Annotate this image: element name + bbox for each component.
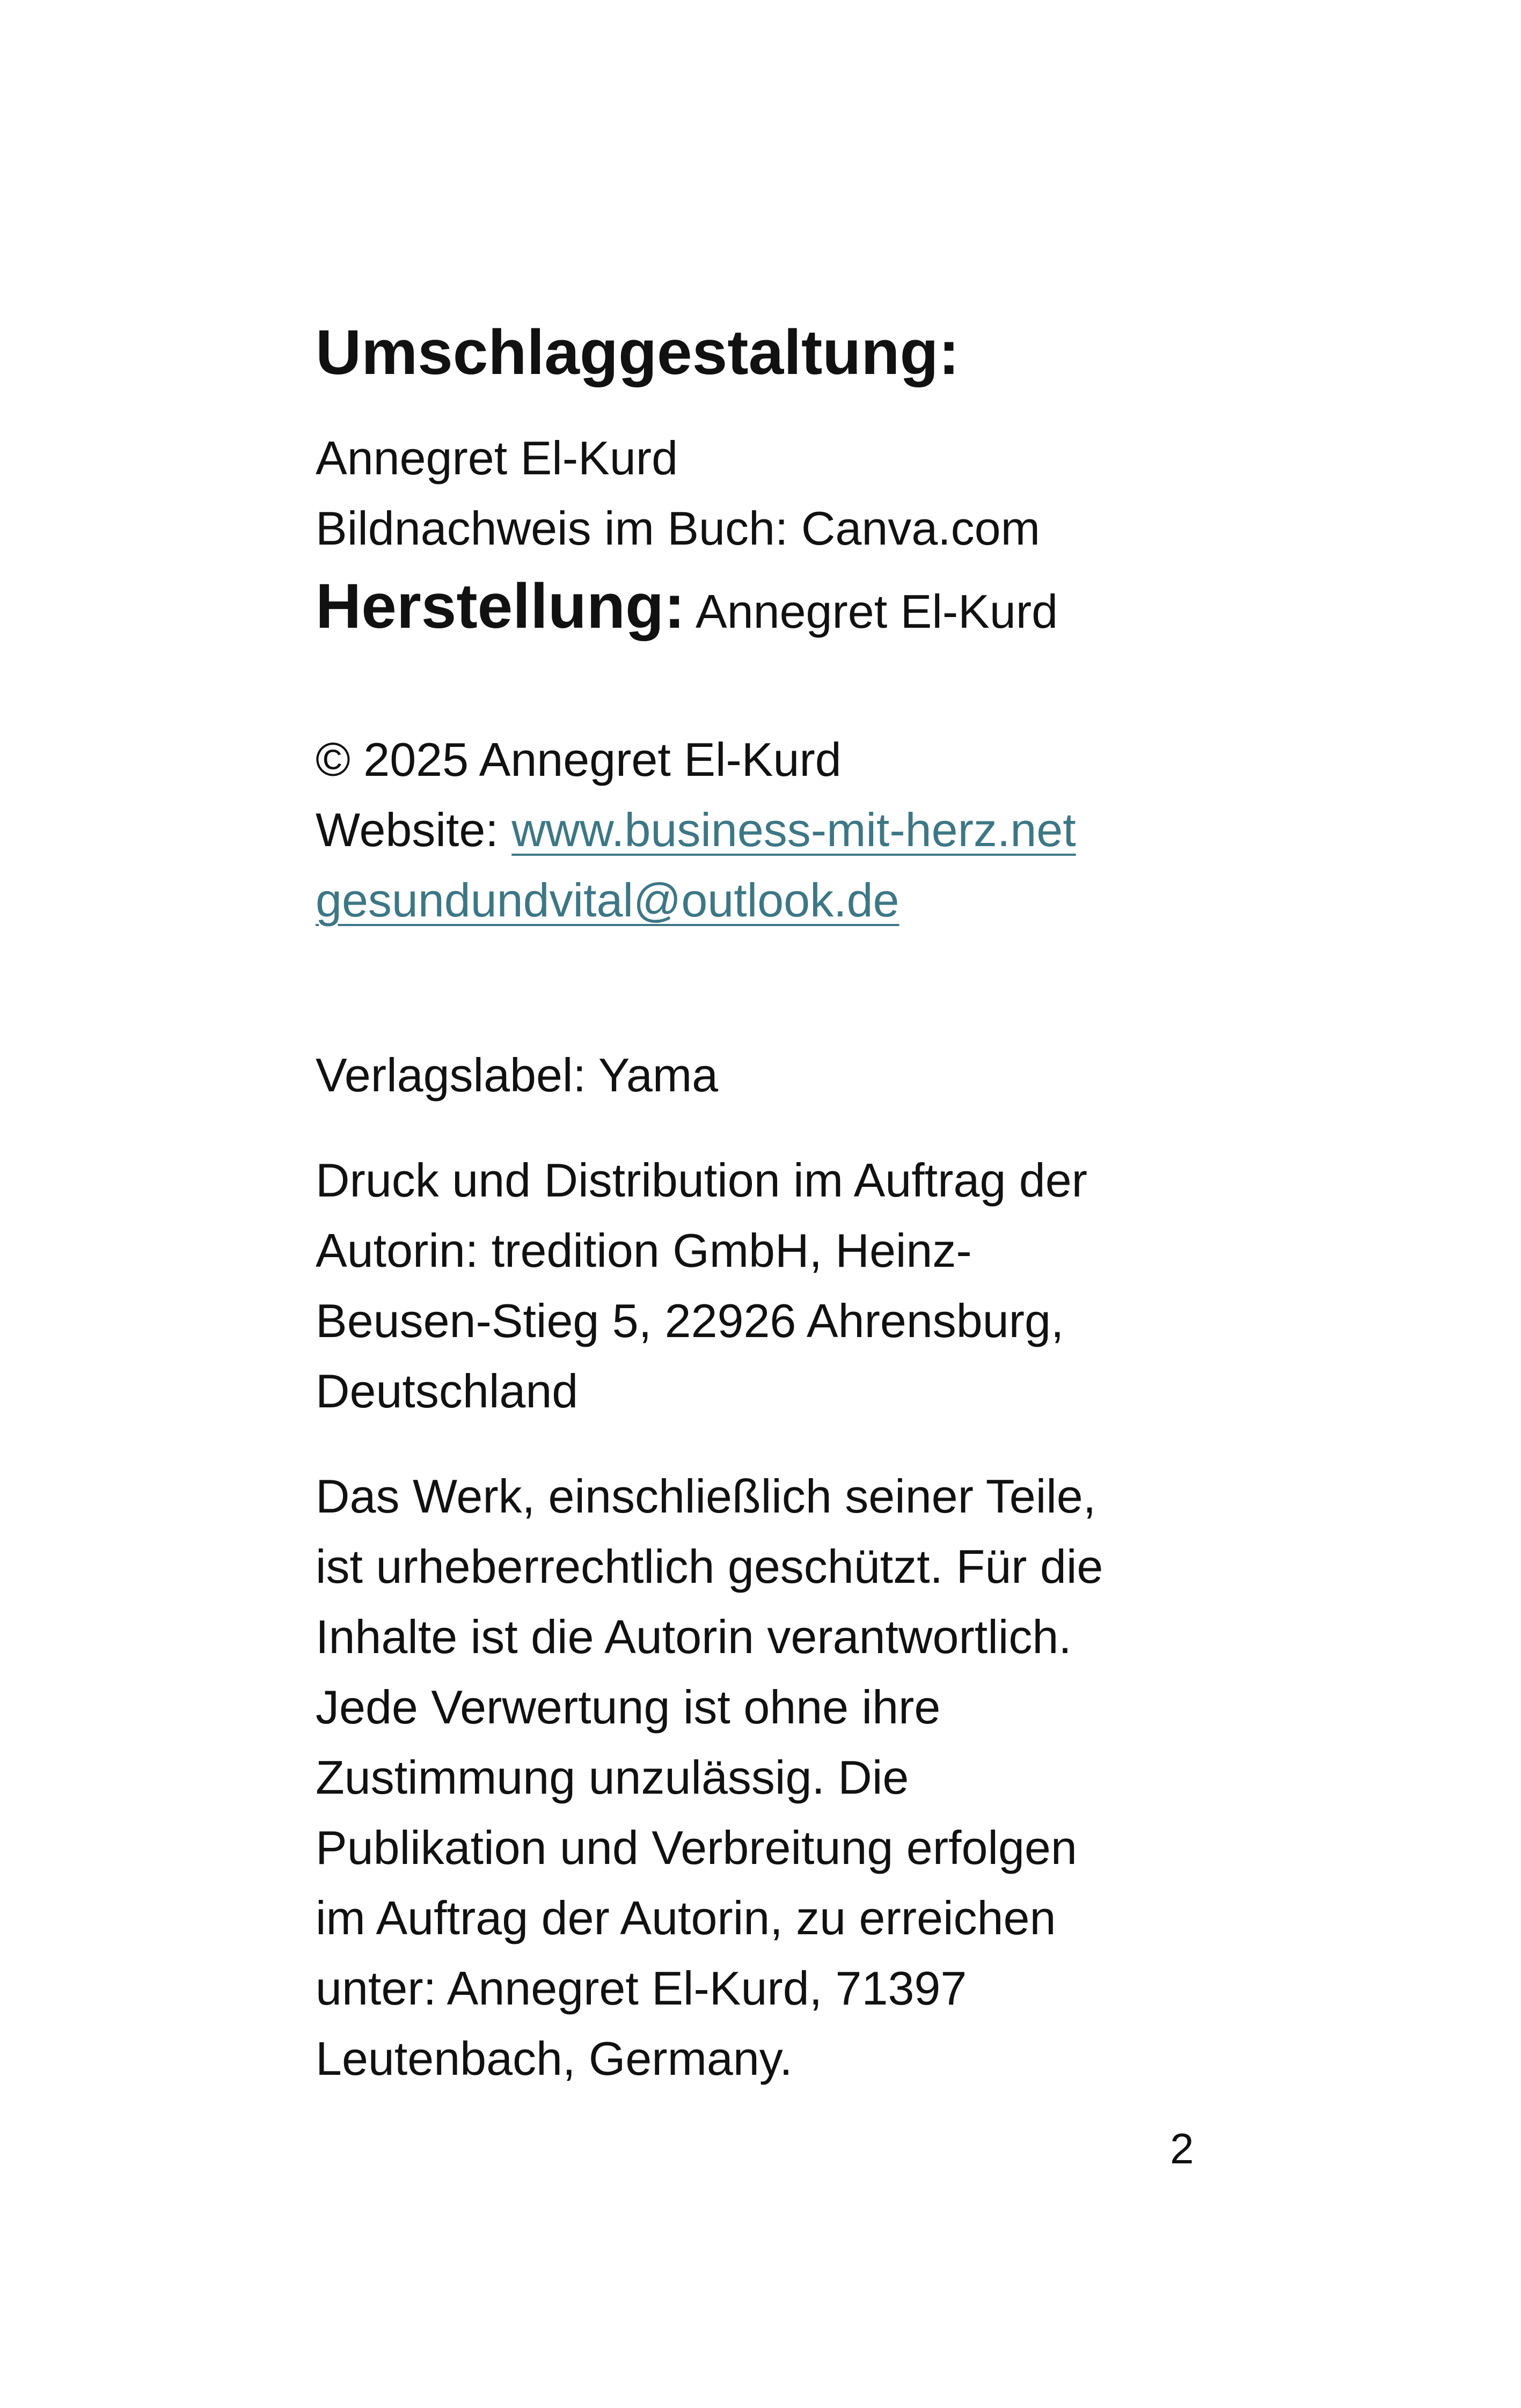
website-link[interactable]: www.business-mit-herz.net [511,803,1076,856]
print-distribution-paragraph [316,1145,1228,1426]
print-line: Druck und Distribution im Auftrag der [316,1153,1087,1207]
rights-line: Inhalte ist die Autorin verantwortlich. [316,1610,1072,1663]
website-line [316,795,1228,865]
production-value: Annegret El-Kurd [696,584,1058,638]
production-heading: Herstellung: [316,570,685,642]
rights-line: Jede Verwertung ist ohne ihre [316,1680,941,1734]
rights-line: unter: Annegret El-Kurd, 71397 [316,1961,967,2015]
email-line [316,865,1228,935]
rights-line: Zustimmung unzulässig. Die [316,1750,909,1804]
page-number: 2 [1170,2125,1194,2172]
print-line: Deutschland [316,1364,579,1418]
rights-line: im Auftrag der Autorin, zu erreichen [316,1891,1056,1944]
publisher-label: Verlagslabel: Yama [316,1048,719,1102]
rights-line: Publikation und Verbreitung erfolgen [316,1820,1077,1874]
rights-line: Das Werk, einschließlich seiner Teile, [316,1469,1096,1523]
rights-paragraph [316,1461,1228,2094]
email-link[interactable]: gesundundvital@outlook.de [316,873,900,927]
cover-design-heading: Umschlaggestaltung: [316,317,960,388]
website-label: Website: [316,803,512,856]
imprint-content [316,317,1228,2094]
copyright-notice: © 2025 Annegret El-Kurd [316,732,842,786]
production-line [316,563,1228,655]
cover-designer: Annegret El-Kurd [316,431,678,484]
rights-line: ist urheberrechtlich geschützt. Für die [316,1539,1103,1593]
rights-line: Leutenbach, Germany. [316,2031,793,2085]
print-line: Beusen-Stieg 5, 22926 Ahrensburg, [316,1294,1064,1347]
image-credit: Bildnachweis im Buch: Canva.com [316,501,1040,555]
print-line: Autorin: tredition GmbH, Heinz- [316,1223,972,1277]
